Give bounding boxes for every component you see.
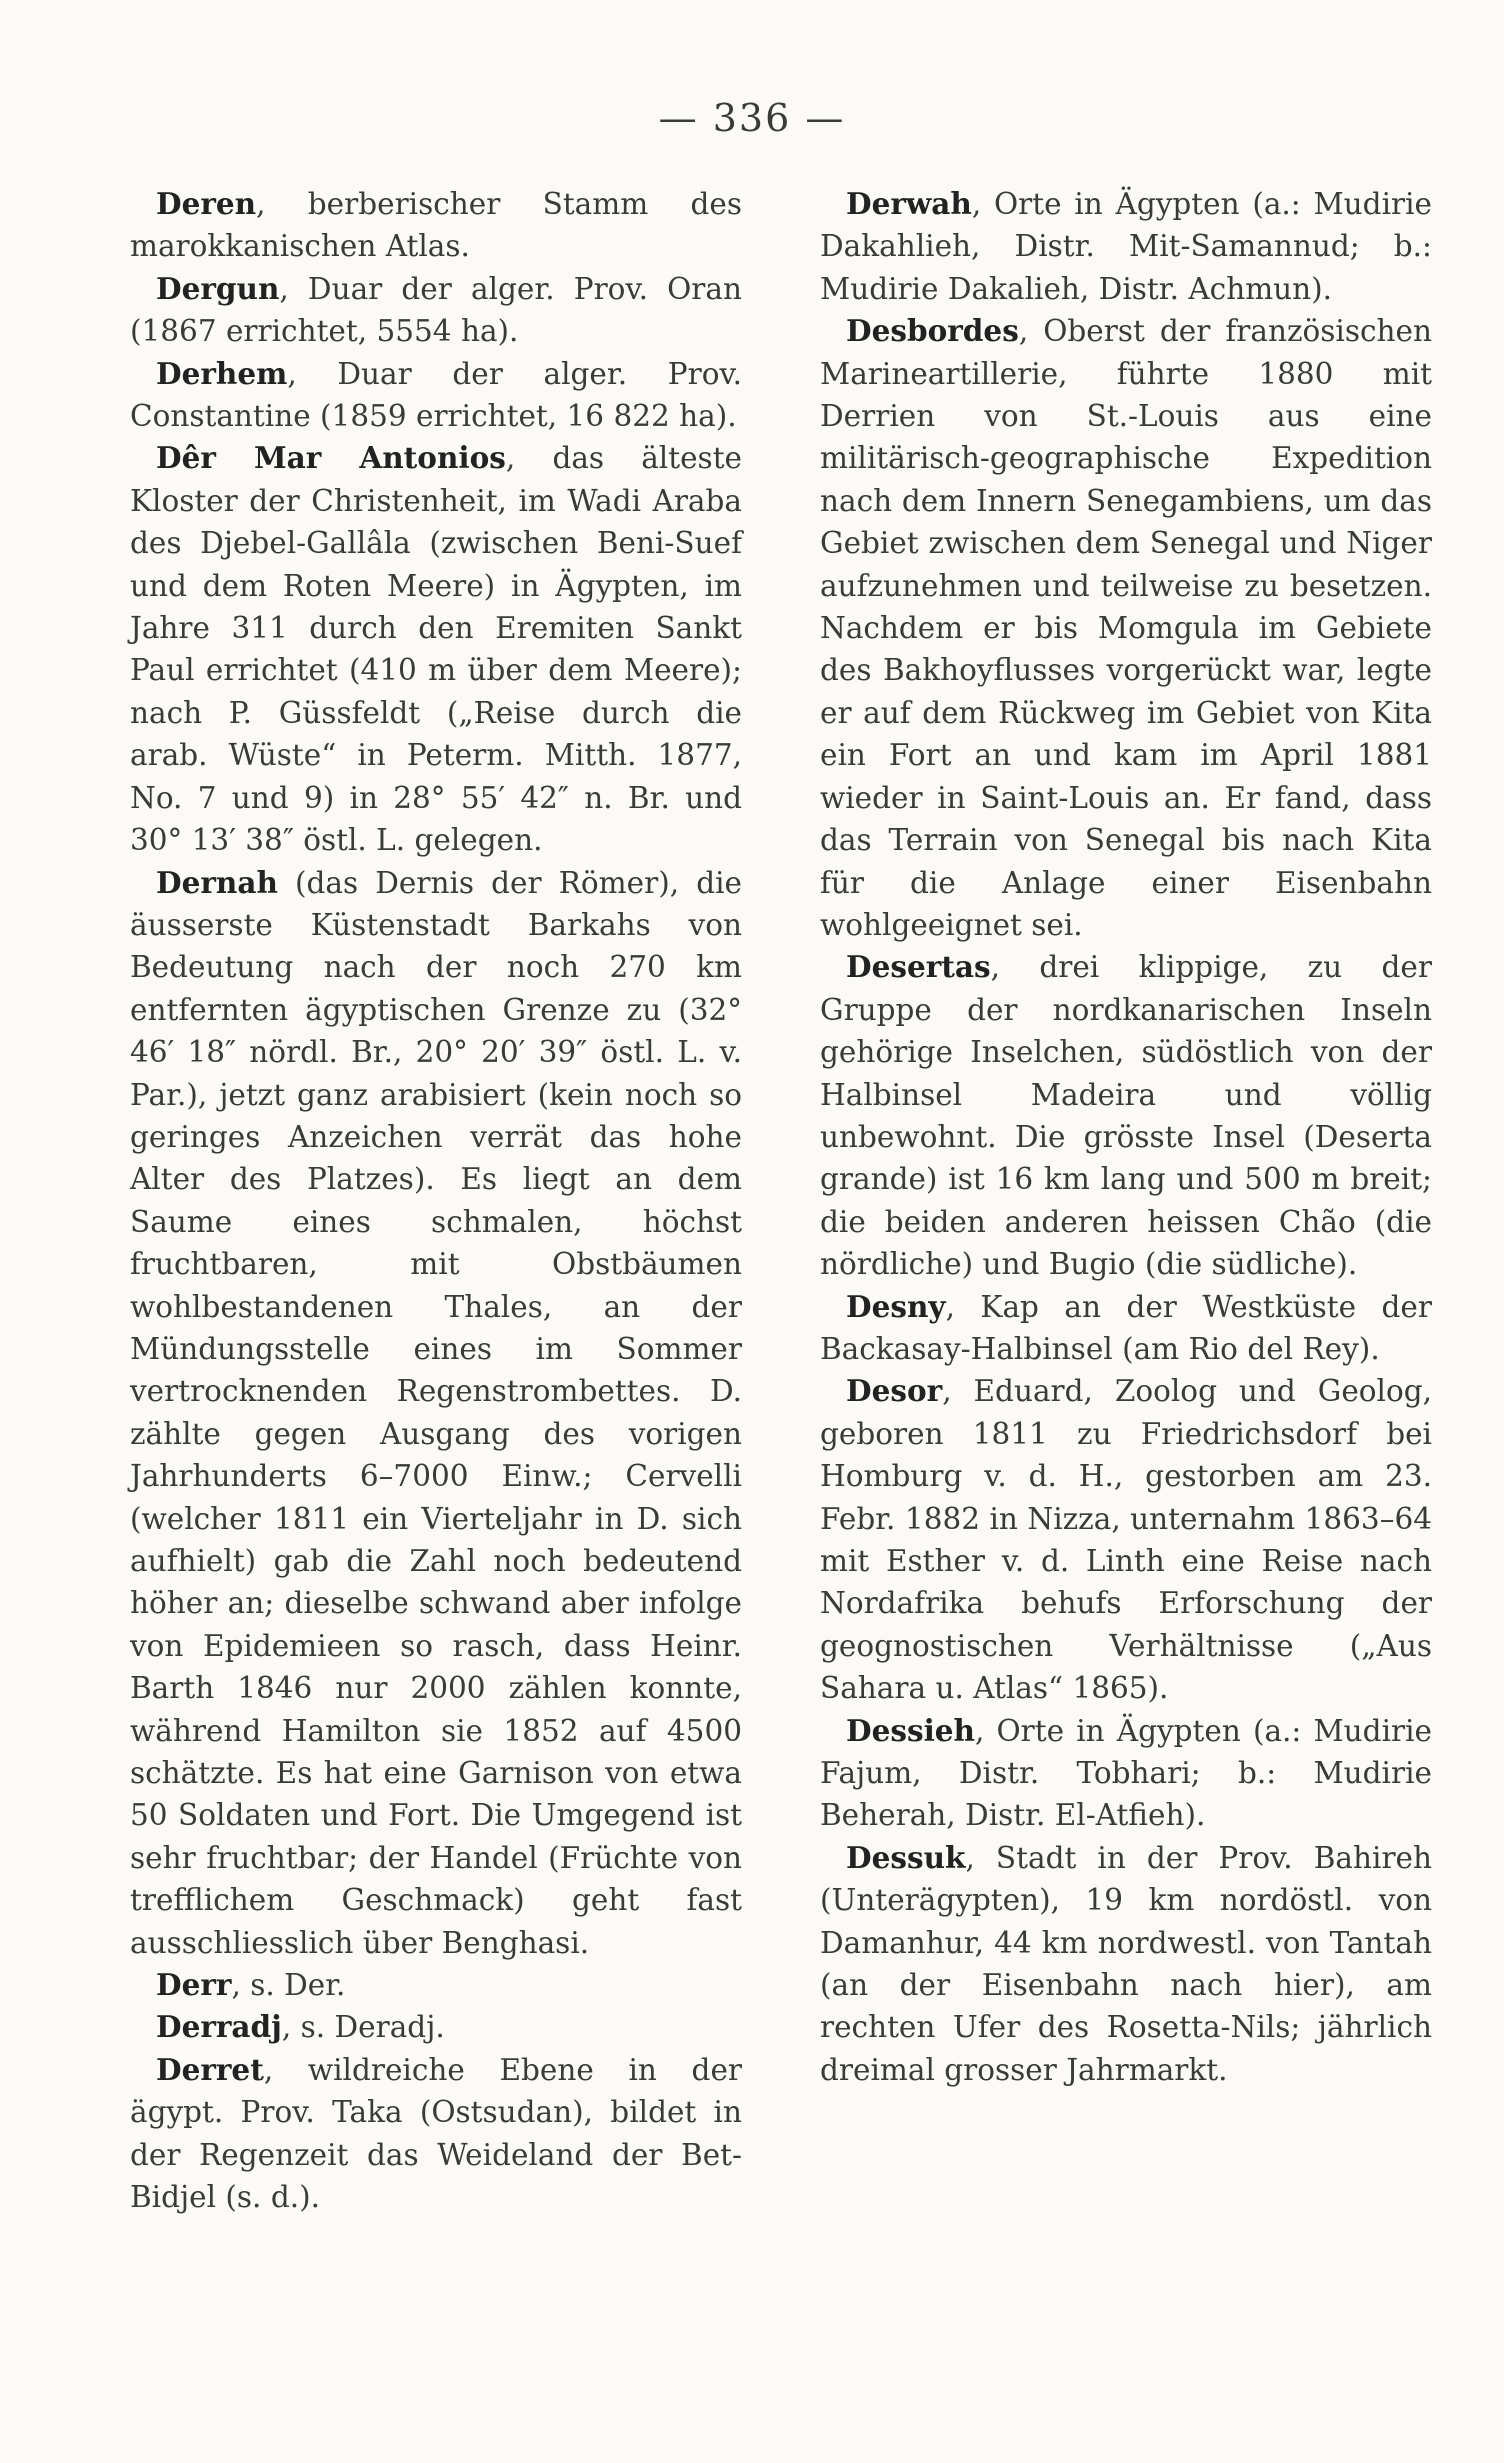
entry-dessuk — [820, 1837, 1432, 2091]
entry-dergun — [130, 268, 742, 353]
entry-deren — [130, 183, 742, 268]
entry-text: , berberischer Stamm des marokkanischen Atlas. — [130, 187, 742, 264]
entry-headword: Dessieh — [846, 1712, 975, 1748]
entry-dernah — [130, 862, 742, 1965]
entry-text: , Orte in Ägypten (a.: Mudirie Dakahlieh, Distr. Mit-Samannud; b.: Mudirie Dakalieh, Distr. Achmun). — [820, 187, 1432, 306]
entry-derr — [130, 1964, 742, 2006]
entry-desor — [820, 1370, 1432, 1709]
entry-text: (das Dernis der Römer), die äusserste Küstenstadt Barkahs von Bedeutung nach der noch 270 km entfernten ägyptischen Grenze zu (32° 46′ 18″ nördl. Br., 20° 20′ 39″ östl. L. v. Par.), jetzt ganz arabisiert (kein noch so geringes Anzeichen verrät das hohe Alter des Platzes). Es liegt an dem Saume eines schmalen, höchst fruchtbaren, mit Obstbäumen wohlbestandenen Thales, an der Mündungsstelle eines im Sommer vertrocknenden Regenstrombettes. D. zählte gegen Ausgang des vorigen Jahrhunderts 6–7000 Einw.; Cervelli (welcher 1811 ein Vierteljahr in D. sich aufhielt) gab die Zahl noch bedeutend höher an; dieselbe schwand aber infolge von Epidemieen so rasch, dass Heinr. Barth 1846 nur 2000 zählen konnte, während Hamilton sie 1852 auf 4500 schätzte. Es hat eine Garnison von etwa 50 Soldaten und Fort. Die Umgegend ist sehr fruchtbar; der Handel (Früchte von trefflichem Geschmack) geht fast ausschliesslich über Benghasi. — [130, 865, 742, 1960]
entry-derret — [130, 2049, 742, 2219]
left-column — [130, 183, 742, 2219]
entry-headword: Desbordes — [846, 313, 1019, 349]
entry-derhem — [130, 353, 742, 438]
entry-headword: Dêr Mar Antonios — [156, 440, 506, 476]
entry-headword: Derwah — [846, 186, 972, 221]
entry-headword: Desny — [846, 1288, 946, 1324]
entry-derradj — [130, 2006, 742, 2048]
entry-headword: Derhem — [156, 355, 288, 391]
entry-headword: Derret — [156, 2051, 264, 2087]
entry-headword: Dergun — [156, 270, 280, 306]
entry-headword: Dessuk — [846, 1839, 966, 1875]
page-number: — 336 — — [658, 96, 846, 140]
entry-desertas — [820, 946, 1432, 1285]
right-column — [820, 183, 1432, 2091]
entry-headword: Desor — [846, 1373, 943, 1409]
entry-text: , Kap an der Westküste der Backasay-Halbinsel (am Rio del Rey). — [820, 1289, 1432, 1366]
entry-derwah — [820, 183, 1432, 310]
entry-dessieh — [820, 1710, 1432, 1837]
entry-desny — [820, 1286, 1432, 1371]
entry-text: , Duar der alger. Prov. Oran (1867 errichtet, 5554 ha). — [130, 271, 742, 349]
entry-text: , das älteste Kloster der Christenheit, im Wadi Araba des Djebel-Gallâla (zwischen Beni-Suef und dem Roten Meere) in Ägypten, im Jahre 311 durch den Eremiten Sankt Paul errichtet (410 m über dem Meere); nach P. Güssfeldt („Reise durch die arab. Wüste“ in Peterm. Mitth. 1877, No. 7 und 9) in 28° 55′ 42″ n. Br. und 30° 13′ 38″ östl. L. gelegen. — [130, 441, 743, 858]
entry-text: , Duar der alger. Prov. Constantine (1859 errichtet, 16 822 ha). — [130, 356, 742, 434]
entry-headword: Derradj — [156, 2009, 282, 2045]
entry-headword: Derr — [156, 1967, 232, 2003]
entry-text: , drei klippige, zu der Gruppe der nordkanarischen Inseln gehörige Inselchen, südöstlich von der Halbinsel Madeira und völlig unbewohnt. Die grösste Insel (Deserta grande) ist 16 km lang und 500 m breit; die beiden anderen heissen Chão (die nördliche) und Bugio (die südliche). — [820, 950, 1432, 1282]
entry-text: , s. Der. — [231, 1968, 346, 2003]
entry-desbordes — [820, 310, 1432, 946]
entry-text: , Orte in Ägypten (a.: Mudirie Fajum, Distr. Tobhari; b.: Mudirie Beherah, Distr. El-Atfieh). — [820, 1713, 1432, 1833]
entry-text: , Oberst der französischen Marineartillerie, führte 1880 mit Derrien von St.-Louis aus eine militärisch-geographische Expedition nach dem Innern Senegambiens, um das Gebiet zwischen dem Senegal und Niger aufzunehmen und teilweise zu besetzen. Nachdem er bis Momgula im Gebiete des Bakhoyflusses vorgerückt war, legte er auf dem Rückweg im Gebiet von Kita ein Fort an und kam im April 1881 wieder in Saint-Louis an. Er fand, dass das Terrain von Senegal bis nach Kita für die Anlage einer Eisenbahn wohlgeeignet sei. — [820, 314, 1432, 942]
entry-text: , Stadt in der Prov. Bahireh (Unterägypten), 19 km nordöstl. von Damanhur, 44 km nordwestl. von Tantah (an der Eisenbahn nach hier), am rechten Ufer des Rosetta-Nils; jährlich dreimal grosser Jahrmarkt. — [820, 1840, 1432, 2087]
entry-headword: Deren — [156, 186, 257, 221]
entry-der-mar-antonios — [130, 437, 742, 861]
entry-text: , s. Deradj. — [281, 2010, 445, 2045]
entry-headword: Dernah — [156, 864, 278, 900]
entry-text: , Eduard, Zoolog und Geolog, geboren 1811 zu Friedrichsdorf bei Homburg v. d. H., gestorben am 23. Febr. 1882 in Nizza, unternahm 1863–64 mit Esther v. d. Linth eine Reise nach Nordafrika behufs Erforschung der geognostischen Verhältnisse („Aus Sahara u. Atlas“ 1865). — [820, 1374, 1432, 1706]
entry-headword: Desertas — [846, 949, 991, 985]
entry-text: , wildreiche Ebene in der ägypt. Prov. Taka (Ostsudan), bildet in der Regenzeit das Weideland der Bet-Bidjel (s. d.). — [130, 2052, 742, 2215]
